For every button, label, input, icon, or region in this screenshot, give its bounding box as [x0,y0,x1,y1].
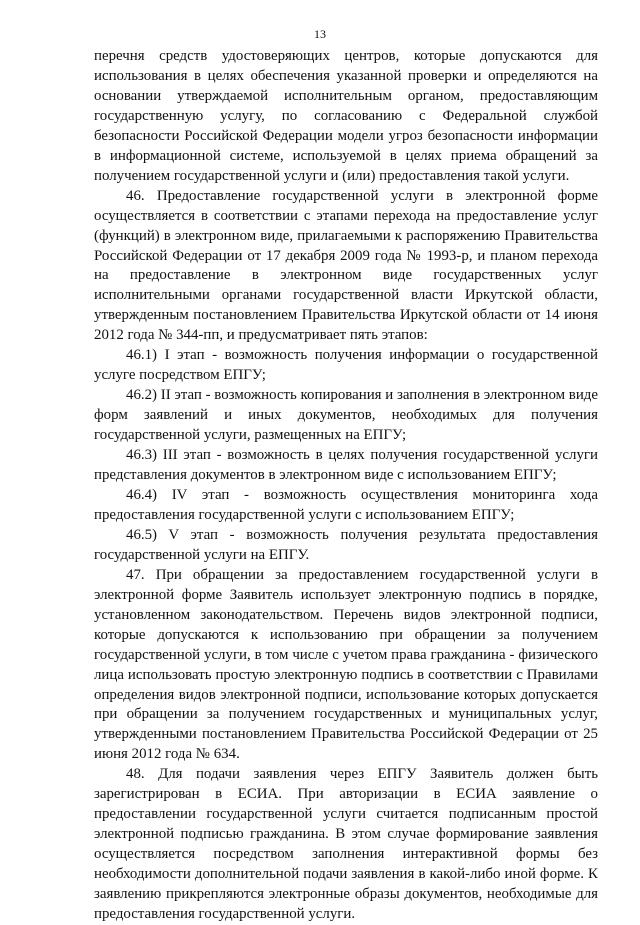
paragraph-46-2: 46.2) II этап - возможность копирования и заполнения в электронном виде форм заявлений и иных документов, необходимых для получения государственной услуги, размещенных на ЕПГУ; [94,387,598,444]
paragraph-47: 47. При обращении за предоставлением государственной услуги в электронной форме Заявитель использует электронную подпись в порядке, установленном законодательством. Перечень видов электронной подписи, которые допускаются к использованию при обращении за получением государственной услуги, в том числе с учетом права гражданина - физического лица использовать простую электронную подпись в соответствии с Правилами определения видов электронной подписи, использование которых допускается при обращении за получением государственных и муниципальных услуг, утвержденными постановлением Правительства Российской Федерации от 25 июня 2012 года № 634. [94,566,598,763]
paragraph-48: 48. Для подачи заявления через ЕПГУ Заявитель должен быть зарегистрирован в ЕСИА. При авторизации в ЕСИА заявление о предоставлении государственной услуги считается подписанным простой электронной подписью гражданина. В этом случае формирование заявления осуществляется посредством заполнения интерактивной формы без необходимости дополнительной подачи заявления в какой-либо иной форме. К заявлению прикрепляются электронные образы документов, необходимые для предоставления государственной услуги. [94,766,598,922]
document-body [94,47,598,925]
paragraph-46: 46. Предоставление государственной услуги в электронной форме осуществляется в соответствии с этапами перехода на предоставление услуг (функций) в электронном виде, прилагаемыми к распоряжению Правительства Российской Федерации от 17 декабря 2009 года № 1993-р, и планом перехода на предоставление в электронном виде государственных услуг исполнительными органами государственной власти Иркутской области, утвержденным постановлением Правительства Иркутской области от 14 июня 2012 года № 344-пп, и предусматривает пять этапов: [94,187,598,344]
paragraph-46-3: 46.3) III этап - возможность в целях получения государственной услуги представления документов в электронном виде с использованием ЕПГУ; [94,447,598,484]
paragraph-46-4: 46.4) IV этап - возможность осуществления мониторинга хода предоставления государственной услуги с использованием ЕПГУ; [94,486,598,523]
paragraph-46-1: 46.1) I этап - возможность получения информации о государственной услуге посредством ЕПГУ; [94,347,598,384]
paragraph-45-continued: перечня средств удостоверяющих центров, которые допускаются для использования в целях обеспечения указанной проверки и определяются на основании утверждаемой исполнительным органом, предоставляющим государственную услугу, по согласованию с Федеральной службой безопасности Российской Федерации модели угроз безопасности информации в информационной системе, используемой в целях приема обращений за получением государственной услуги и (или) предоставления такой услуги. [94,48,598,184]
page-number: 13 [314,27,326,41]
paragraph-46-5: 46.5) V этап - возможность получения результата предоставления государственной услуги на ЕПГУ. [94,526,598,563]
